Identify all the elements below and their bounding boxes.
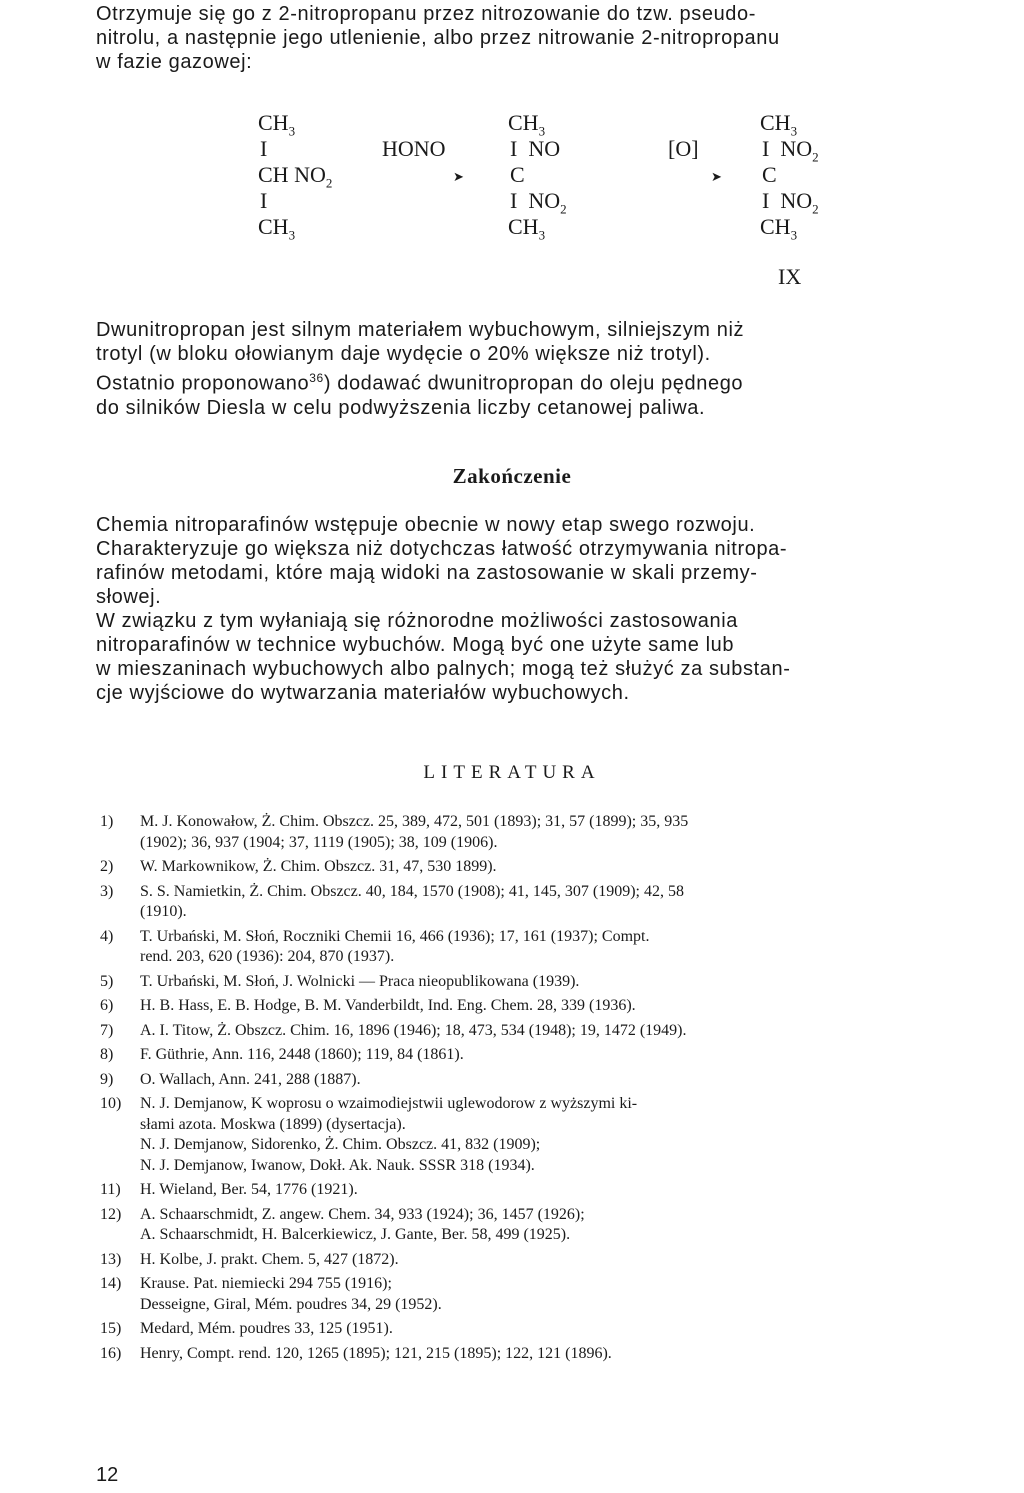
reference-item [100, 1344, 1015, 1365]
text-line: w fazie gazowej: [96, 51, 253, 73]
reference-number: 1) [100, 813, 114, 830]
reference-item [100, 1045, 1015, 1066]
reference-line: F. Güthrie, Ann. 116, 2448 (1860); 119, 84 (1861). [140, 1046, 464, 1063]
molecule-2-bond-bottom: I $NO_2$ [510, 188, 567, 217]
reference-line: H. Kolbe, J. prakt. Chem. 5, 427 (1872). [140, 1250, 399, 1268]
reagent-oxygen: [O] [668, 136, 699, 161]
conclusion-paragraph [96, 513, 1016, 705]
reference-number: 8) [100, 1046, 114, 1063]
reference-text [140, 882, 1015, 923]
molecule-3-ch3-bottom: $CH_3$ [760, 214, 798, 243]
text-line: W związku z tym wyłaniają się różnorodne możliwości zastosowania [96, 610, 738, 632]
reference-number: 12) [100, 1205, 122, 1223]
molecule-1-ch3-bottom: $CH_3$ [258, 214, 296, 243]
reference-number: 16) [100, 1344, 122, 1362]
text-line: w mieszaninach wybuchowych albo palnych; mogą też służyć za substan- [96, 658, 791, 680]
reference-text [140, 1070, 1015, 1091]
text-line [96, 366, 1016, 396]
reference-number: 10) [100, 1095, 122, 1112]
text-line: nitrolu, a następnie jego utlenienie, albo przez nitrowanie 2-nitropropanu [96, 27, 780, 49]
reference-item [100, 1319, 1015, 1340]
reference-text [140, 857, 1015, 878]
reference-line: (1910). [140, 903, 187, 920]
reference-line: H. Wieland, Ber. 54, 1776 (1921). [140, 1181, 358, 1198]
text-line: do silników Diesla w celu podwyższenia liczby cetanowej paliwa. [96, 396, 706, 419]
reference-item [100, 857, 1015, 878]
reference-item [100, 1205, 1015, 1246]
reference-line: T. Urbański, M. Słoń, Roczniki Chemii 16, 466 (1936); 17, 161 (1937); Compt. [140, 927, 650, 945]
reference-line: M. J. Konowałow, Ż. Chim. Obszcz. 25, 389, 472, 501 (1893); 31, 57 (1899); 35, 935 [140, 813, 689, 830]
reference-item [100, 812, 1015, 853]
compound-label: IX [778, 264, 802, 289]
reference-text [140, 927, 1015, 968]
reference-line: W. Markownikow, Ż. Chim. Obszcz. 31, 47, 530 1899). [140, 858, 497, 875]
reference-number: 5) [100, 972, 114, 990]
reference-text [140, 1180, 1015, 1201]
arrow-2: ➤ [711, 169, 722, 184]
reference-number: 15) [100, 1320, 122, 1337]
reference-line: N. J. Demjanow, Iwanow, Dokł. Ak. Nauk. SSSR 318 (1934). [140, 1156, 535, 1174]
reference-line: O. Wallach, Ann. 241, 288 (1887). [140, 1070, 361, 1088]
reference-item [100, 996, 1015, 1017]
reference-text [140, 1094, 1015, 1176]
text-line: Dwunitropropan jest silnym materiałem wybuchowym, silniejszym niż [96, 319, 745, 341]
reference-line: A. I. Titow, Ż. Obszcz. Chim. 16, 1896 (1946); 18, 473, 534 (1948); 19, 1472 (1949). [140, 1021, 687, 1039]
reference-number: 4) [100, 927, 114, 945]
reference-line: H. B. Hass, E. B. Hodge, B. M. Vanderbildt, Ind. Eng. Chem. 28, 339 (1936). [140, 997, 636, 1014]
text-line: cje wyjściowe do wytwarzania materiałów wybuchowych. [96, 682, 630, 704]
text-fragment: Ostatnio proponowano [96, 372, 310, 395]
reference-number: 6) [100, 997, 114, 1014]
reference-text [140, 1344, 1015, 1365]
arrow-1: ➤ [453, 169, 464, 184]
reference-number: 14) [100, 1275, 122, 1292]
reference-line: A. Schaarschmidt, H. Balcerkiewicz, J. Gante, Ber. 58, 499 (1925). [140, 1226, 571, 1243]
reference-text [140, 812, 1015, 853]
reference-item [100, 1094, 1015, 1176]
reference-text [140, 1250, 1015, 1271]
reference-line: rend. 203, 620 (1936): 204, 870 (1937). [140, 948, 395, 965]
reference-line: Medard, Mém. poudres 33, 125 (1951). [140, 1320, 393, 1337]
reference-text [140, 1319, 1015, 1340]
reference-line: T. Urbański, M. Słoń, J. Wolnicki — Praca nieopublikowana (1939). [140, 972, 580, 990]
reference-line: słami azota. Moskwa (1899) (dysertacja). [140, 1115, 406, 1133]
molecule-1-bond-bottom: I [260, 188, 268, 213]
reference-line: Desseigne, Giral, Mém. poudres 34, 29 (1952). [140, 1295, 442, 1313]
reference-number: 9) [100, 1070, 114, 1088]
reagent-hono: HONO [382, 136, 446, 161]
reference-item [100, 882, 1015, 923]
text-line: słowej. [96, 586, 162, 608]
molecule-3-c: C [762, 162, 777, 187]
reference-number: 2) [100, 858, 114, 875]
reference-list [100, 812, 1015, 1368]
molecule-2-c: C [510, 162, 525, 187]
text-line: rafinów metodami, które mają widoki na zastosowanie w skali przemy- [96, 562, 758, 584]
molecule-2-ch3-top: $CH_3$ [508, 110, 546, 139]
molecule-2-bond-top: I NO [510, 136, 561, 161]
reference-text [140, 1021, 1015, 1042]
reference-number: 7) [100, 1021, 114, 1039]
reference-line: N. J. Demjanow, Sidorenko, Ż. Chim. Obszcz. 41, 832 (1909); [140, 1136, 541, 1153]
text-line: Otrzymuje się go z 2-nitropropanu przez nitrozowanie do tzw. pseudo- [96, 3, 756, 25]
footnote-ref: 36 [309, 371, 324, 385]
molecule-1-ch: CH $NO_2$ [258, 162, 333, 191]
reference-item [100, 1250, 1015, 1271]
reference-item [100, 1274, 1015, 1315]
reference-number: 11) [100, 1181, 121, 1198]
molecule-3-ch3-top: $CH_3$ [760, 110, 798, 139]
text-line: Charakteryzuje go większa niż dotychczas łatwość otrzymywania nitropa- [96, 538, 788, 560]
molecule-3-bond-top: I $NO_2$ [762, 136, 819, 165]
reference-line: A. Schaarschmidt, Z. angew. Chem. 34, 933 (1924); 36, 1457 (1926); [140, 1205, 585, 1223]
molecule-3-bond-bottom: I $NO_2$ [762, 188, 819, 217]
reference-text [140, 1045, 1015, 1066]
reference-line: S. S. Namietkin, Ż. Chim. Obszcz. 40, 184, 1570 (1908); 41, 145, 307 (1909); 42, 58 [140, 882, 684, 900]
reference-item [100, 1180, 1015, 1201]
molecule-1-bond-top: I [260, 136, 268, 161]
text-fragment: ) dodawać dwunitropropan do oleju pędnego [323, 372, 744, 395]
literature-title: LITERATURA [423, 762, 601, 783]
dinitropropane-paragraph [96, 318, 1016, 420]
reference-item [100, 1070, 1015, 1091]
reference-number: 13) [100, 1250, 122, 1268]
page-number: 12 [96, 1464, 119, 1486]
reference-line: Krause. Pat. niemiecki 294 755 (1916); [140, 1275, 392, 1292]
reference-number: 3) [100, 882, 114, 900]
reference-line: (1902); 36, 937 (1904; 37, 1119 (1905); 38, 109 (1906). [140, 833, 498, 851]
text-line: trotyl (w bloku ołowianym daje wydęcie o 20% większe niż trotyl). [96, 343, 711, 365]
molecule-2-ch3-bottom: $CH_3$ [508, 214, 546, 243]
reference-text [140, 1205, 1015, 1246]
reference-item [100, 972, 1015, 993]
reference-text [140, 1274, 1015, 1315]
reference-line: N. J. Demjanow, K woprosu o wzaimodiejstwii uglewodorow z wyższymi ki- [140, 1095, 638, 1112]
section-heading: Zakończenie [452, 464, 572, 488]
text-line: Chemia nitroparafinów wstępuje obecnie w nowy etap swego rozwoju. [96, 514, 756, 536]
reference-line: Henry, Compt. rend. 120, 1265 (1895); 121, 215 (1895); 122, 121 (1896). [140, 1344, 612, 1362]
reference-item [100, 1021, 1015, 1042]
reference-text [140, 972, 1015, 993]
reference-text [140, 996, 1015, 1017]
text-line: nitroparafinów w technice wybuchów. Mogą być one użyte same lub [96, 634, 735, 656]
reference-item [100, 927, 1015, 968]
reaction-scheme [0, 0, 1024, 300]
molecule-1-ch3-top: $CH_3$ [258, 110, 296, 139]
